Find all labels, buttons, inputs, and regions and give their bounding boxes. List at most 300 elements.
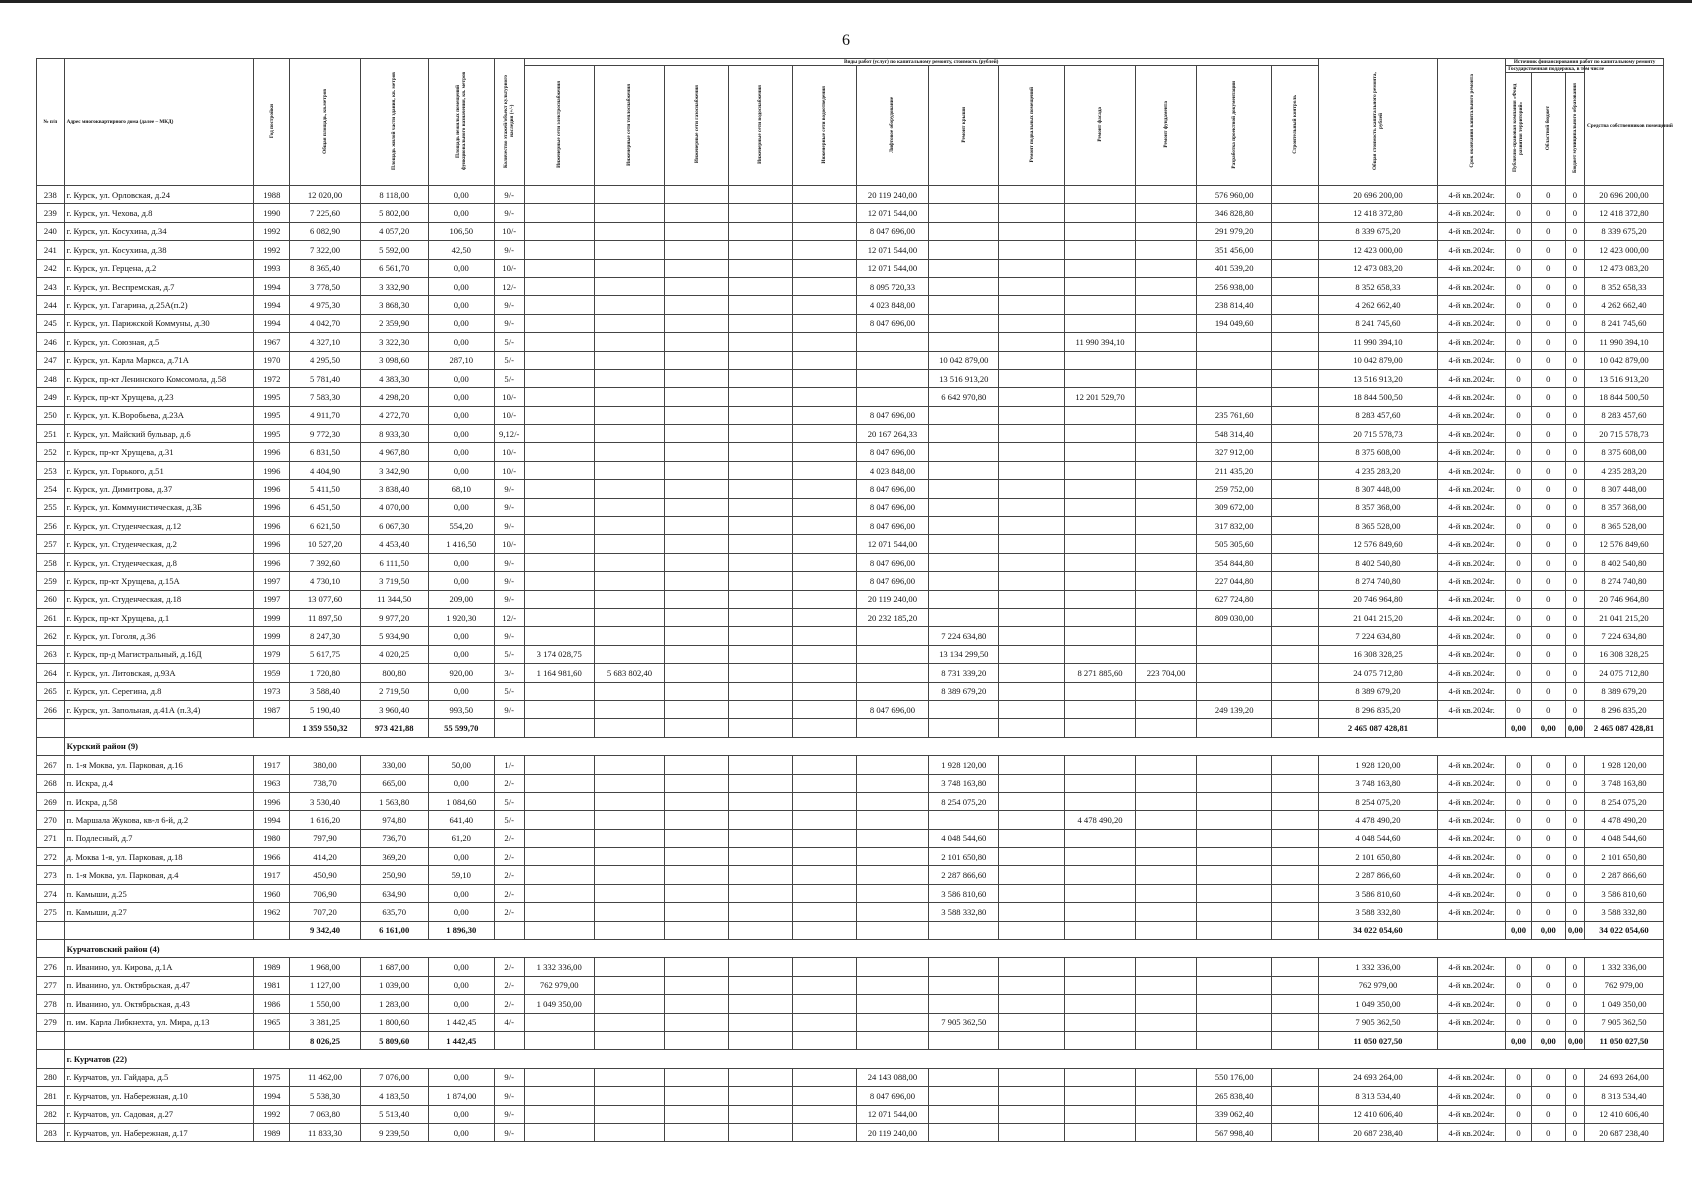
row-number: 283 [37,1123,65,1141]
row-total-cost: 16 308 328,25 [1318,645,1437,663]
row-work-cost-11 [1271,498,1318,516]
row-owners: 12 423 000,00 [1584,241,1663,259]
row-regional: 0 [1531,682,1565,700]
row-regional: 0 [1531,461,1565,479]
row-total-cost: 2 101 650,80 [1318,848,1437,866]
row-owners: 4 262 662,40 [1584,296,1663,314]
row-work-cost-10 [1197,333,1272,351]
row-year: 1995 [254,406,290,424]
row-work-cost-8 [1065,406,1135,424]
row-address: п. Камыши, д.25 [64,884,254,902]
row-address: г. Курчатов, ул. Набережная, д.10 [64,1087,254,1105]
row-work-cost-5: 8 047 696,00 [856,517,928,535]
row-work-cost-11 [1271,369,1318,387]
row-owners: 18 844 500,50 [1584,388,1663,406]
row-regional: 0 [1531,369,1565,387]
subtotal-empty-cell [1065,719,1135,737]
row-living-area: 5 513,40 [360,1105,428,1123]
row-year: 1997 [254,572,290,590]
row-municipal: 0 [1565,608,1584,626]
row-owners: 762 979,00 [1584,976,1663,994]
row-work-cost-3 [729,608,793,626]
subtotal-empty-cell [929,719,999,737]
row-work-cost-0 [524,480,594,498]
row-work-cost-1 [594,204,664,222]
row-total-area: 7 322,00 [290,241,360,259]
row-work-cost-11 [1271,1123,1318,1141]
row-work-cost-2 [665,461,729,479]
row-number: 256 [37,517,65,535]
row-work-cost-10 [1197,848,1272,866]
row-nonresidential-area: 0,00 [428,443,494,461]
row-work-cost-0 [524,406,594,424]
row-work-cost-8 [1065,443,1135,461]
row-number: 280 [37,1068,65,1086]
header-total-area: Общая площадь, кв.метров [290,59,360,186]
row-floors: 2/- [494,995,524,1013]
row-work-cost-4 [792,976,856,994]
row-number: 263 [37,645,65,663]
table-row [37,645,1664,663]
subtotal-empty-cell [792,921,856,939]
row-work-cost-6 [929,314,999,332]
row-work-cost-8 [1065,976,1135,994]
subtotal-owners: 34 022 054,60 [1584,921,1663,939]
row-number: 244 [37,296,65,314]
row-work-cost-8 [1065,995,1135,1013]
row-work-cost-7 [999,1087,1065,1105]
row-work-cost-11 [1271,995,1318,1013]
row-work-cost-11 [1271,774,1318,792]
row-fund: 0 [1506,866,1532,884]
subtotal-empty-cell [524,719,594,737]
row-owners: 8 365 528,00 [1584,517,1663,535]
row-work-cost-8 [1065,645,1135,663]
row-regional: 0 [1531,645,1565,663]
row-total-cost: 12 410 606,40 [1318,1105,1437,1123]
row-work-cost-4 [792,995,856,1013]
row-total-area: 738,70 [290,774,360,792]
row-term: 4-й кв.2024г. [1438,333,1506,351]
row-number: 278 [37,995,65,1013]
row-number: 251 [37,425,65,443]
row-total-cost: 13 516 913,20 [1318,369,1437,387]
row-floors: 1/- [494,756,524,774]
row-address: п. Иванино, ул. Октябрьская, д.47 [64,976,254,994]
row-regional: 0 [1531,259,1565,277]
row-work-cost-2 [665,277,729,295]
section-no-cell [37,737,65,755]
row-work-cost-4 [792,829,856,847]
row-work-cost-8 [1065,222,1135,240]
row-floors: 10/- [494,443,524,461]
row-work-cost-11 [1271,1105,1318,1123]
row-work-cost-4 [792,1105,856,1123]
row-work-cost-9 [1135,351,1197,369]
row-address: п. Иванино, ул. Октябрьская, д.43 [64,995,254,1013]
row-fund: 0 [1506,369,1532,387]
row-work-cost-6 [929,186,999,204]
row-work-cost-6 [929,1068,999,1086]
row-municipal: 0 [1565,811,1584,829]
row-owners: 8 296 835,20 [1584,700,1663,718]
row-work-cost-4 [792,186,856,204]
subtotal-total-cost: 11 050 027,50 [1318,1031,1437,1049]
row-work-cost-9 [1135,517,1197,535]
row-work-cost-9 [1135,645,1197,663]
row-work-cost-5: 4 023 848,00 [856,461,928,479]
row-year: 1994 [254,1087,290,1105]
row-work-cost-4 [792,296,856,314]
row-work-cost-8 [1065,848,1135,866]
row-work-cost-10: 576 960,00 [1197,186,1272,204]
subtotal-living-area: 6 161,00 [360,921,428,939]
row-work-cost-8 [1065,1123,1135,1141]
row-number: 266 [37,700,65,718]
subtotal-empty-cell [1135,921,1197,939]
row-work-cost-0 [524,608,594,626]
row-work-cost-1 [594,976,664,994]
row-year: 1996 [254,517,290,535]
subtotal-empty-cell [929,1031,999,1049]
table-row [37,314,1664,332]
row-work-cost-10: 627 724,80 [1197,590,1272,608]
row-total-cost: 8 357 368,00 [1318,498,1437,516]
row-total-area: 7 392,60 [290,553,360,571]
row-work-cost-0 [524,296,594,314]
row-work-cost-4 [792,406,856,424]
row-municipal: 0 [1565,443,1584,461]
row-number: 281 [37,1087,65,1105]
row-work-cost-9 [1135,204,1197,222]
row-work-cost-4 [792,259,856,277]
row-address: г. Курск, ул. Студенческая, д.12 [64,517,254,535]
subtotal-empty-cell [929,921,999,939]
subtotal-empty-cell [729,1031,793,1049]
row-address: г. Курск, ул. Литовская, д.93А [64,664,254,682]
row-work-cost-8 [1065,682,1135,700]
row-total-cost: 21 041 215,20 [1318,608,1437,626]
row-work-cost-4 [792,1087,856,1105]
row-work-cost-6 [929,241,999,259]
row-work-cost-1 [594,517,664,535]
row-regional: 0 [1531,903,1565,921]
row-number: 268 [37,774,65,792]
row-municipal: 0 [1565,1105,1584,1123]
row-floors: 10/- [494,222,524,240]
subtotal-nonresidential-area: 1 442,45 [428,1031,494,1049]
row-work-cost-4 [792,480,856,498]
row-municipal: 0 [1565,1013,1584,1031]
row-year: 1996 [254,461,290,479]
row-number: 272 [37,848,65,866]
table-row [37,1123,1664,1141]
row-address: п. Иванино, ул. Кирова, д.1А [64,958,254,976]
row-work-cost-11 [1271,884,1318,902]
row-nonresidential-area: 0,00 [428,186,494,204]
row-floors: 9/- [494,241,524,259]
row-number: 241 [37,241,65,259]
row-total-cost: 8 389 679,20 [1318,682,1437,700]
row-work-cost-6 [929,572,999,590]
row-year: 1996 [254,480,290,498]
row-work-cost-3 [729,903,793,921]
row-term: 4-й кв.2024г. [1438,627,1506,645]
row-work-cost-0 [524,829,594,847]
row-work-cost-5 [856,792,928,810]
row-year: 1997 [254,590,290,608]
row-work-cost-11 [1271,829,1318,847]
row-work-cost-4 [792,572,856,590]
row-work-cost-3 [729,995,793,1013]
row-total-area: 11 833,30 [290,1123,360,1141]
row-total-cost: 8 352 658,33 [1318,277,1437,295]
row-work-cost-0 [524,241,594,259]
row-work-cost-8 [1065,1013,1135,1031]
row-work-cost-0: 1 164 981,60 [524,664,594,682]
row-work-cost-1 [594,792,664,810]
subtotal-owners: 2 465 087 428,81 [1584,719,1663,737]
page-number: 6 [842,32,850,49]
row-work-cost-3 [729,498,793,516]
subtotal-nonresidential-area: 1 896,30 [428,921,494,939]
row-work-cost-2 [665,682,729,700]
row-total-cost: 20 687 238,40 [1318,1123,1437,1141]
row-year: 1960 [254,884,290,902]
row-owners: 3 586 810,60 [1584,884,1663,902]
subtotal-empty-cell [665,719,729,737]
row-municipal: 0 [1565,277,1584,295]
row-total-area: 4 327,10 [290,333,360,351]
row-number: 250 [37,406,65,424]
row-work-cost-5: 20 232 185,20 [856,608,928,626]
subtotal-fund: 0,00 [1506,1031,1532,1049]
table-row [37,351,1664,369]
row-total-cost: 8 402 540,80 [1318,553,1437,571]
row-address: г. Курск, пр-кт Хрущева, д.1 [64,608,254,626]
row-number: 240 [37,222,65,240]
row-nonresidential-area: 287,10 [428,351,494,369]
row-regional: 0 [1531,664,1565,682]
row-year: 1917 [254,756,290,774]
row-work-cost-10: 265 838,40 [1197,1087,1272,1105]
row-floors: 9/- [494,1087,524,1105]
row-year: 1917 [254,866,290,884]
row-year: 1995 [254,425,290,443]
row-year: 1980 [254,829,290,847]
row-total-area: 380,00 [290,756,360,774]
header-work-gas: Инженерные сети газоснабжения [665,66,729,186]
row-total-area: 5 617,75 [290,645,360,663]
row-work-cost-1 [594,903,664,921]
row-total-area: 8 247,30 [290,627,360,645]
row-municipal: 0 [1565,369,1584,387]
row-work-cost-5: 20 119 240,00 [856,590,928,608]
row-owners: 1 928 120,00 [1584,756,1663,774]
row-municipal: 0 [1565,1087,1584,1105]
row-work-cost-11 [1271,627,1318,645]
row-work-cost-2 [665,866,729,884]
row-work-cost-5: 12 071 544,00 [856,241,928,259]
row-year: 1988 [254,186,290,204]
table-row [37,682,1664,700]
row-work-cost-9 [1135,756,1197,774]
row-living-area: 634,90 [360,884,428,902]
row-work-cost-2 [665,517,729,535]
row-work-cost-5 [856,351,928,369]
row-fund: 0 [1506,756,1532,774]
row-work-cost-6: 6 642 970,80 [929,388,999,406]
row-work-cost-0 [524,1087,594,1105]
row-work-cost-1 [594,1068,664,1086]
row-floors: 2/- [494,848,524,866]
row-work-cost-4 [792,627,856,645]
row-total-cost: 20 715 578,73 [1318,425,1437,443]
row-work-cost-9 [1135,1087,1197,1105]
row-address: п. Маршала Жукова, кв-л 6-й, д.2 [64,811,254,829]
row-regional: 0 [1531,186,1565,204]
row-work-cost-7 [999,884,1065,902]
row-work-cost-4 [792,848,856,866]
row-work-cost-7 [999,1013,1065,1031]
row-address: г. Курск, ул. Парижской Коммуны, д.30 [64,314,254,332]
row-total-cost: 4 235 283,20 [1318,461,1437,479]
row-municipal: 0 [1565,553,1584,571]
row-living-area: 250,90 [360,866,428,884]
row-total-cost: 8 307 448,00 [1318,480,1437,498]
row-work-cost-2 [665,958,729,976]
row-owners: 8 254 075,20 [1584,792,1663,810]
row-number: 261 [37,608,65,626]
row-work-cost-6: 7 905 362,50 [929,1013,999,1031]
row-work-cost-3 [729,296,793,314]
row-fund: 0 [1506,406,1532,424]
row-work-cost-3 [729,627,793,645]
row-address: г. Курск, ул. Коммунистическая, д.3Б [64,498,254,516]
row-work-cost-8: 8 271 885,60 [1065,664,1135,682]
row-owners: 20 696 200,00 [1584,186,1663,204]
row-total-area: 706,90 [290,884,360,902]
row-work-cost-5: 8 047 696,00 [856,572,928,590]
row-work-cost-11 [1271,608,1318,626]
row-work-cost-8 [1065,1068,1135,1086]
row-work-cost-0 [524,590,594,608]
subtotal-empty-cell [524,1031,594,1049]
row-work-cost-1 [594,1123,664,1141]
row-owners: 4 048 544,60 [1584,829,1663,847]
row-number: 271 [37,829,65,847]
subtotal-empty-cell [1135,1031,1197,1049]
row-fund: 0 [1506,811,1532,829]
row-work-cost-2 [665,259,729,277]
row-work-cost-6 [929,1105,999,1123]
row-work-cost-9 [1135,388,1197,406]
row-work-cost-8 [1065,627,1135,645]
row-work-cost-9 [1135,572,1197,590]
row-work-cost-1 [594,572,664,590]
row-total-area: 4 404,90 [290,461,360,479]
row-work-cost-3 [729,774,793,792]
row-total-cost: 3 588 332,80 [1318,903,1437,921]
row-work-cost-2 [665,553,729,571]
row-work-cost-0 [524,884,594,902]
row-work-cost-5 [856,645,928,663]
row-work-cost-11 [1271,259,1318,277]
row-work-cost-8 [1065,829,1135,847]
header-state-support: Государственная поддержка, в том числе [1506,66,1585,73]
row-year: 1999 [254,627,290,645]
row-term: 4-й кв.2024г. [1438,664,1506,682]
row-owners: 8 389 679,20 [1584,682,1663,700]
header-address: Адрес многоквартирного дома (далее – МКД) [64,59,254,186]
row-nonresidential-area: 50,00 [428,756,494,774]
row-floors: 2/- [494,774,524,792]
row-work-cost-10: 354 844,80 [1197,553,1272,571]
row-work-cost-5 [856,664,928,682]
row-work-cost-8 [1065,535,1135,553]
top-border-line [0,0,1692,3]
row-fund: 0 [1506,1013,1532,1031]
row-year: 1996 [254,498,290,516]
row-work-cost-6: 3 586 810,60 [929,884,999,902]
row-work-cost-4 [792,204,856,222]
row-total-cost: 20 696 200,00 [1318,186,1437,204]
row-work-cost-10: 317 832,00 [1197,517,1272,535]
row-work-cost-3 [729,277,793,295]
row-floors: 9/- [494,204,524,222]
row-work-cost-8 [1065,517,1135,535]
row-number: 239 [37,204,65,222]
row-nonresidential-area: 0,00 [428,572,494,590]
row-year: 1962 [254,903,290,921]
row-address: г. Курск, ул. Косухина, д.34 [64,222,254,240]
row-work-cost-11 [1271,406,1318,424]
row-regional: 0 [1531,1087,1565,1105]
row-work-cost-10: 548 314,40 [1197,425,1272,443]
row-total-cost: 12 423 000,00 [1318,241,1437,259]
row-work-cost-1 [594,1087,664,1105]
row-work-cost-6 [929,222,999,240]
row-work-cost-1 [594,277,664,295]
subtotal-empty-cell [594,921,664,939]
row-work-cost-10: 259 752,00 [1197,480,1272,498]
row-work-cost-7 [999,222,1065,240]
header-funding-group: Источник финансирования работ по капитальному ремонту [1506,59,1664,66]
row-work-cost-0 [524,866,594,884]
row-year: 1999 [254,608,290,626]
row-work-cost-2 [665,498,729,516]
row-work-cost-8 [1065,866,1135,884]
row-owners: 7 224 634,80 [1584,627,1663,645]
row-regional: 0 [1531,792,1565,810]
row-term: 4-й кв.2024г. [1438,259,1506,277]
row-total-area: 3 381,25 [290,1013,360,1031]
row-work-cost-6 [929,333,999,351]
table-row [37,664,1664,682]
row-work-cost-5: 12 071 544,00 [856,1105,928,1123]
table-row [37,498,1664,516]
row-total-cost: 3 586 810,60 [1318,884,1437,902]
row-work-cost-0: 3 174 028,75 [524,645,594,663]
row-number: 282 [37,1105,65,1123]
row-work-cost-8 [1065,572,1135,590]
row-address: г. Курчатов, ул. Гайдара, д.5 [64,1068,254,1086]
row-work-cost-7 [999,645,1065,663]
row-municipal: 0 [1565,572,1584,590]
row-regional: 0 [1531,204,1565,222]
row-work-cost-4 [792,664,856,682]
row-term: 4-й кв.2024г. [1438,976,1506,994]
